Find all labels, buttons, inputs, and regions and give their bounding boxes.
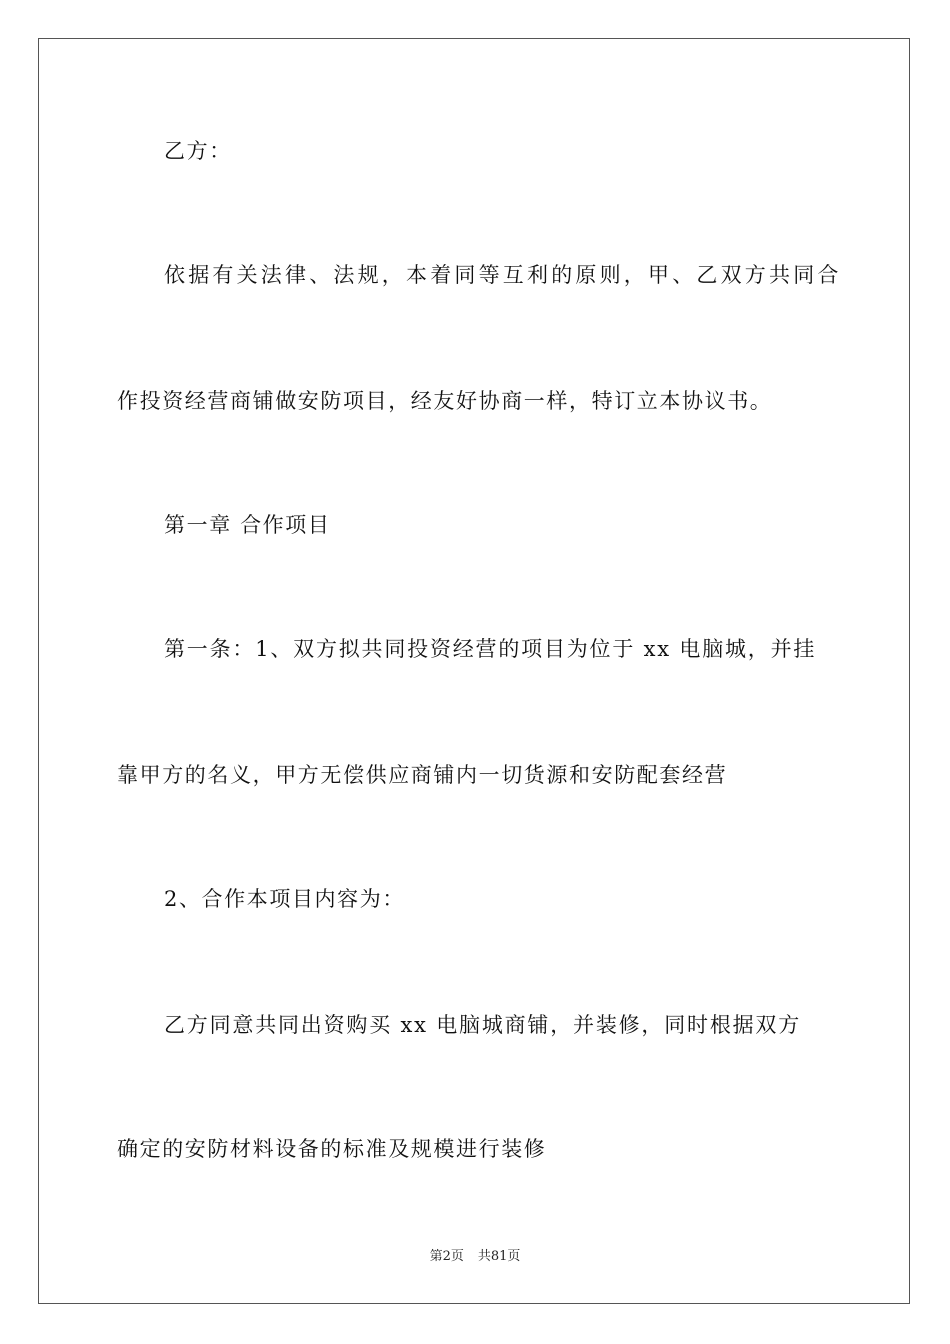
paragraph-line: 作投资经营商铺做安防项目，经友好协商一样，特订立本协议书。	[117, 389, 773, 413]
page-footer	[0, 1248, 950, 1266]
paragraph-line: 依据有关法律、法规，本着同等互利的原则，甲、乙双方共同合	[164, 263, 842, 287]
chapter-heading: 第一章 合作项目	[164, 513, 331, 537]
paragraph-line: 乙方同意共同出资购买 xx 电脑城商铺，并装修，同时根据双方	[164, 1013, 802, 1037]
page-number: 第2页	[429, 1249, 464, 1264]
paragraph-line: 第一条：1、双方拟共同投资经营的项目为位于 xx 电脑城，并挂	[164, 637, 817, 661]
paragraph-line: 靠甲方的名义，甲方无偿供应商铺内一切货源和安防配套经营	[117, 763, 728, 787]
paragraph-line: 确定的安防材料设备的标准及规模进行装修	[117, 1137, 547, 1161]
page-border	[38, 38, 910, 1304]
paragraph-line: 2、合作本项目内容为：	[164, 887, 405, 911]
page-total: 共81页	[477, 1249, 521, 1264]
party-b-label: 乙方：	[164, 139, 232, 163]
